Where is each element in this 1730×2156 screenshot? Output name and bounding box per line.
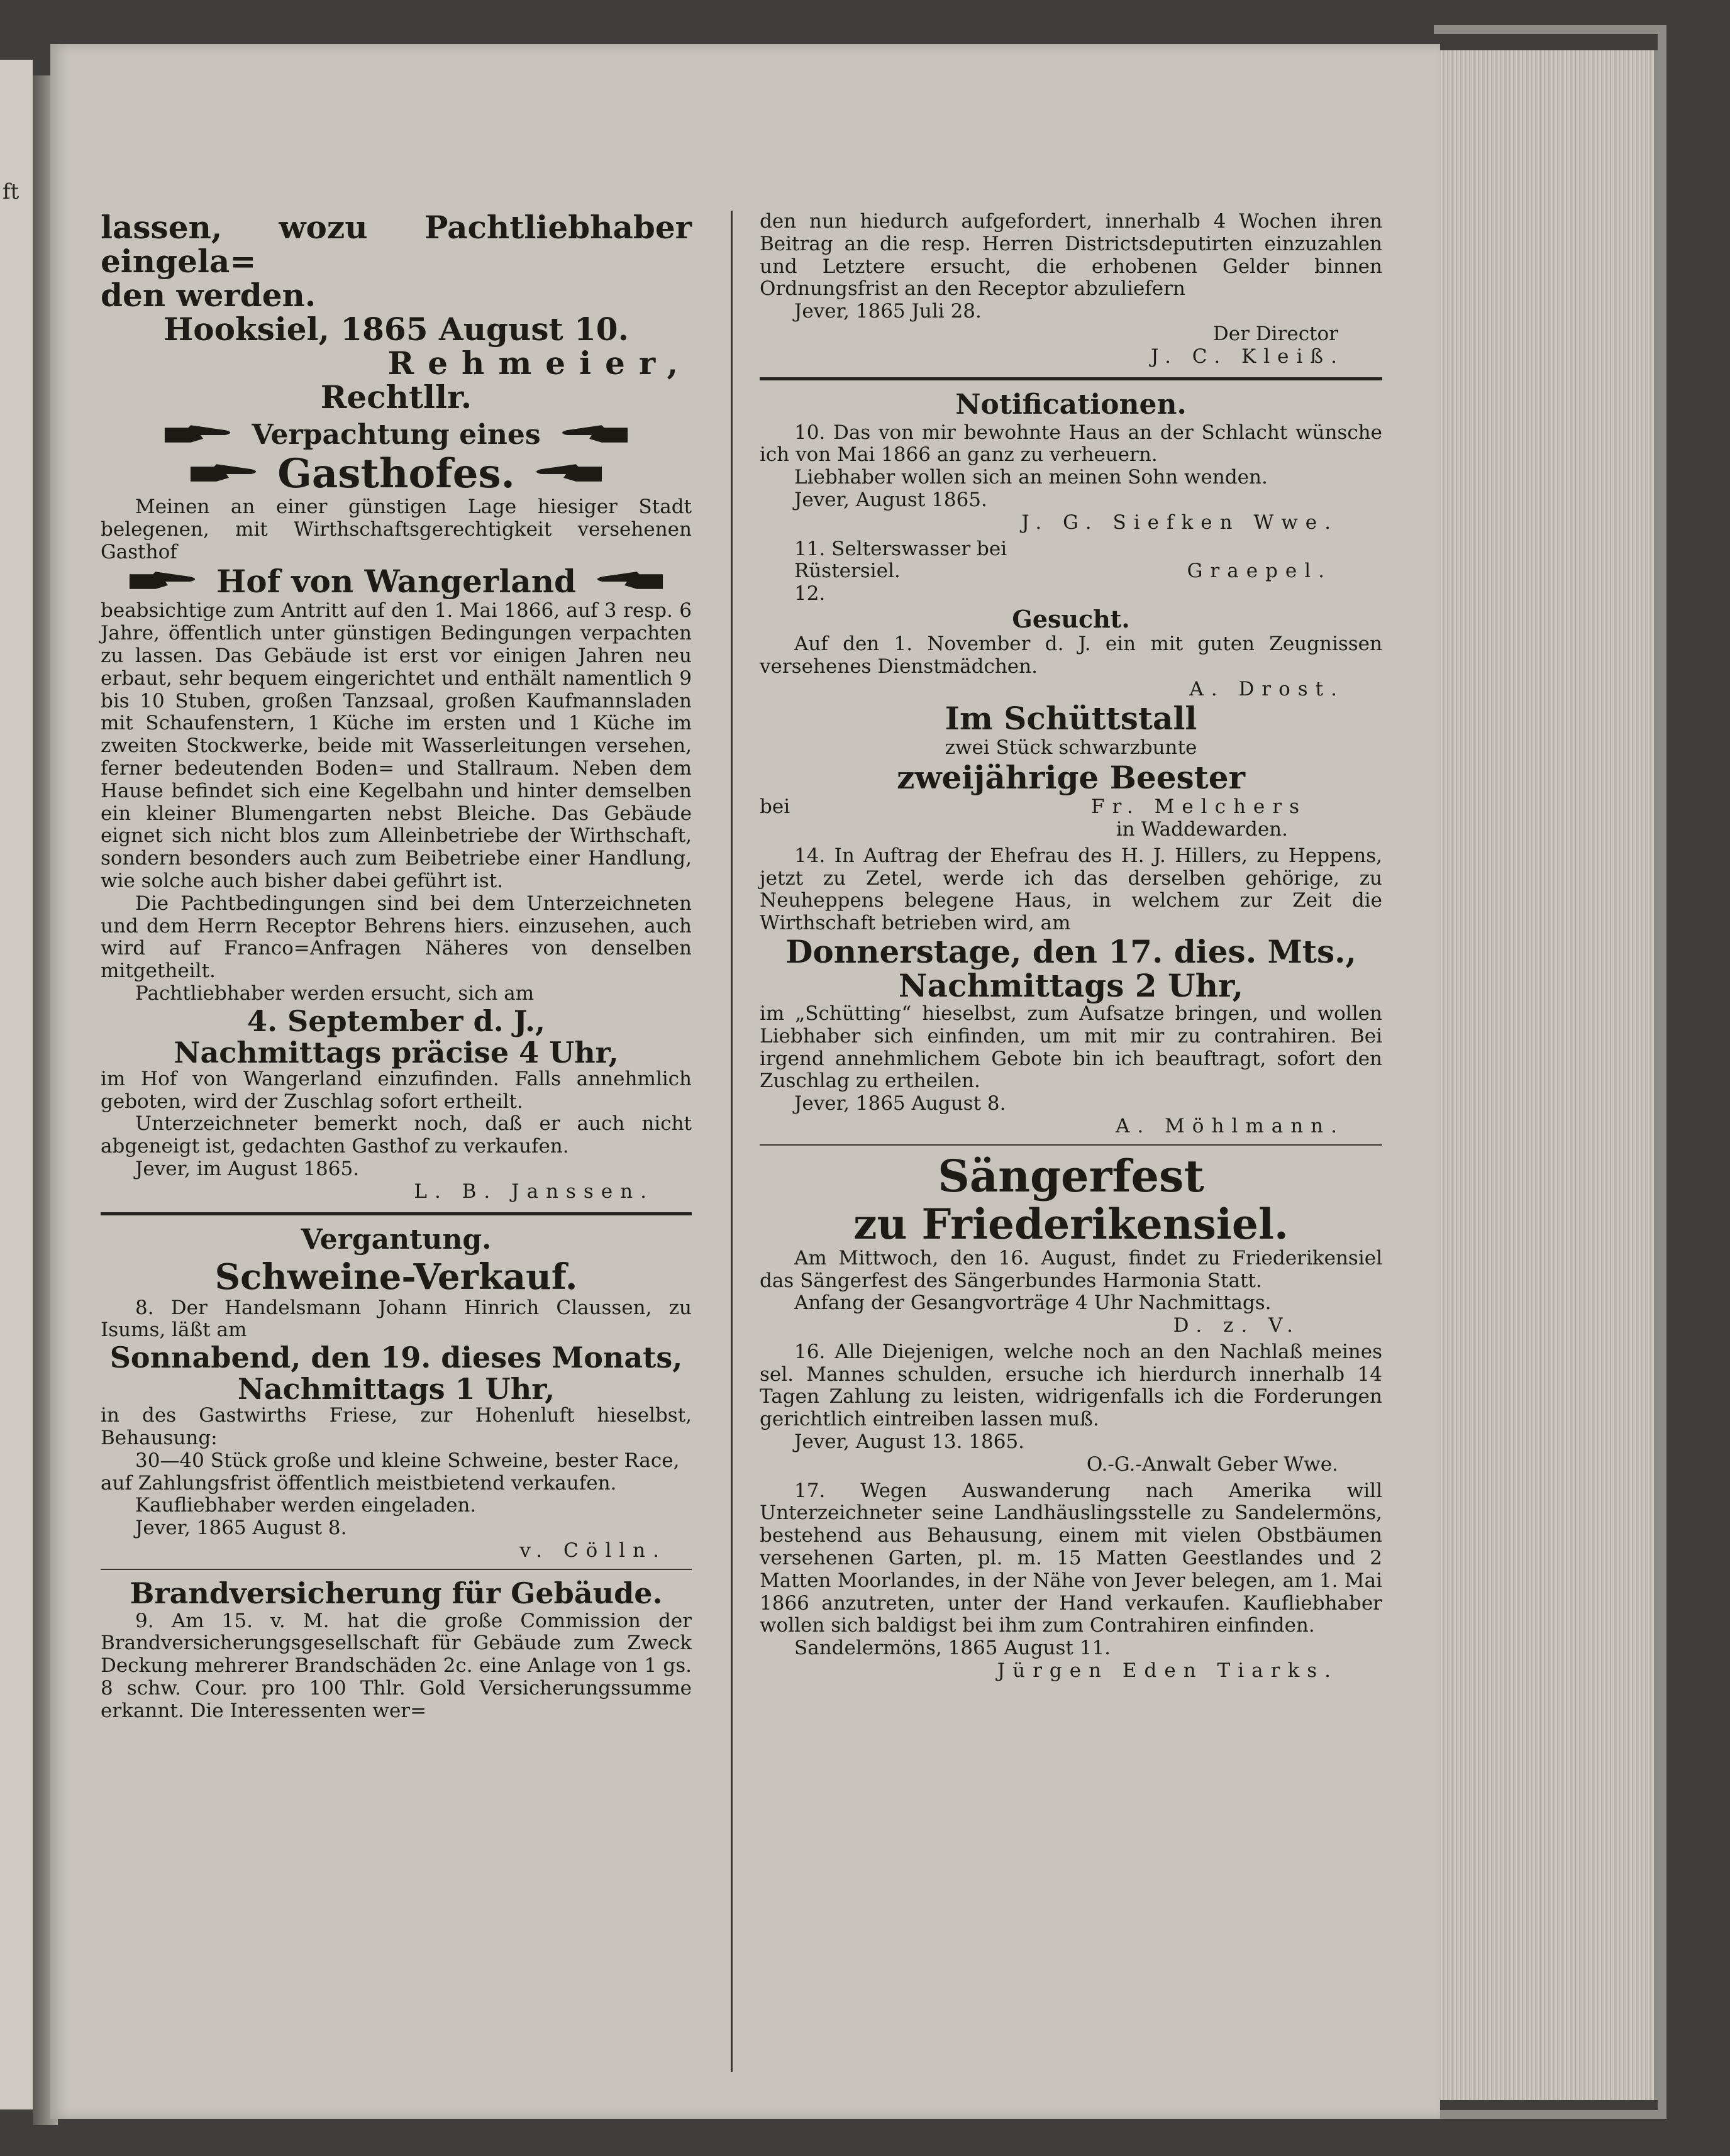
signature: A. Drost. [1189,677,1345,700]
paragraph: 10. Das von mir bewohnte Haus an der Schlacht wünsche ich von Mai 1866 an ganz zu verheuern. [760,421,1382,467]
section-heading: Vergantung. [301,1223,492,1256]
section-rule [760,377,1382,380]
paragraph: 14. In Auftrag der Ehefrau des H. J. Hillers, zu Heppens, jetzt zu Zetel, werde ich das derselben gehörige, zu Neuheppens belegene Haus, in welchem zur Zeit die Wirthschaft betrieben wird, am [760,844,1382,935]
dateline: Sandelermöns, 1865 August 11. [794,1637,1111,1660]
signature: O.-G.-Anwalt Geber Wwe. [1086,1452,1338,1476]
paragraph: 11. Selterswasser bei [794,537,1007,560]
adjacent-page-fragment: ft [3,179,19,204]
signature: Graepel. [1187,560,1332,583]
signature: J. C. Kleiß. [1151,345,1345,368]
pointing-hand-right-icon [128,569,202,594]
paragraph: Liebhaber wollen sich an meinen Sohn wenden. [794,466,1268,489]
section-rule [760,1144,1382,1146]
dateline: Jever, August 1865. [794,488,987,511]
signature: J. G. Siefken Wwe. [1021,511,1338,534]
ad-heading: zu Friederikensiel. [853,1199,1289,1249]
pointing-hand-left-icon [590,569,664,594]
section-rule [101,1569,692,1570]
paragraph: auf Zahlungsfrist öffentlich meistbietend verkaufen. [101,1471,617,1495]
signature: Rehmeier, [387,345,692,382]
place-line [760,796,1382,819]
paragraph: 16. Alle Diejenigen, welche noch an den Nachlaß meines sel. Mannes schulden, ersuche ich hierdurch innerhalb 14 Tagen Zahlung zu leisten, widrigenfalls ich die Forderungen gerichtlich eintreiben lassen muß. [760,1340,1382,1431]
ad-heading: Brandversicherung für Gebäude. [130,1576,663,1610]
paragraph: in des Gastwirths Friese, zur Hohenluft hieselbst, Behausung: [101,1404,692,1449]
date-emphasis: Donnerstage, den 17. dies. Mts., [785,932,1356,970]
paragraph: im Hof von Wangerland einzufinden. Falls annehmlich geboten, wird der Zuschlag sofort ertheilt. [101,1067,692,1113]
paragraph: 9. Am 15. v. M. hat die große Commission der Brandversicherungsgesellschaft für Gebäude zum Zweck Deckung mehrerer Brandschäden 2c. eine Anlage von 1 gs. 8 schw. Cour. pro 100 Thlr. Gold Versicherungssumme erkannt. Die Interessenten wer= [101,1609,692,1722]
pointing-hand-left-icon [555,423,629,448]
ad-heading: Sängerfest [938,1149,1204,1202]
dateline: Jever, im August 1865. [135,1157,360,1180]
paragraph: Pachtliebhaber werden ersucht, sich am [135,981,535,1005]
dateline: Hooksiel, 1865 August 10. [163,311,629,348]
paragraph: 30—40 Stück große und kleine Schweine, bester Race, [135,1449,680,1472]
paragraph: Anfang der Gesangvorträge 4 Uhr Nachmittags. [794,1291,1272,1315]
ad-heading: Im Schüttstall [945,700,1197,738]
date-emphasis: Nachmittags 2 Uhr, [898,966,1244,1004]
newspaper-page [50,44,1440,2119]
heading-with-hands [101,563,692,600]
text-word: bei [760,795,790,819]
paragraph: Unterzeichneter bemerkt noch, daß er auch nicht abgeneigt ist, gedachten Gasthof zu verkaufen. [101,1112,692,1158]
paragraph: 17. Wegen Auswanderung nach Amerika will Unterzeichneter seine Landhäuslingsstelle zu Sandelermöns, bestehend aus Behausung, einem mit vielen Obstbäumen versehenen Garten, pl. m. 15 Matten Geestlandes und 2 Matten Moorlandes, in der Nähe von Jever belegen, am 1. Mai 1866 anzutreten, unter der Hand verkaufen. Kaufliebhaber wollen sich baldigst bei ihm zum Contrahiren einfinden. [760,1479,1382,1637]
date-emphasis: Nachmittags präcise 4 Uhr, [174,1035,619,1070]
paragraph: Die Pachtbedingungen sind bei dem Unterzeichneten und dem Herrn Receptor Behrens hiers. einzusehen, auch wird auf Franco=Anfragen Näheres von denselben mitgetheilt. [101,892,692,983]
signature: Jürgen Eden Tiarks. [997,1659,1338,1683]
signature: v. Cölln. [519,1539,667,1562]
paragraph: Am Mittwoch, den 16. August, findet zu Friederikensiel das Sängerfest des Sängerbundes Harmonia Statt. [760,1246,1382,1292]
paragraph: den nun hiedurch aufgefordert, innerhalb 4 Wochen ihren Beitrag an die resp. Herren Districtsdeputirten einzuzahlen und Letztere ersucht, die erhobenen Gelder binnen Ordnungsfrist an den Receptor abzuliefern [760,210,1382,301]
pointing-hand-right-icon [189,462,263,487]
signature: L. B. Janssen. [414,1180,654,1203]
signature: Fr. Melchers [1090,795,1307,819]
signature: D. z. V. [1173,1314,1300,1337]
dateline: Jever, 1865 August 8. [794,1092,1006,1115]
adjacent-page-edge [0,60,33,2109]
signature: A. Möhlmann. [1115,1114,1345,1137]
left-column [101,211,692,1723]
paragraph: im „Schütting“ hieselbst, zum Aufsatze bringen, und wollen Liebhaber sich einfinden, um mit mir zu contrahiren. Bei irgend annehmlichem Gebote bin ich beauftragt, sofort den Zuschlag zu ertheilen. [760,1002,1382,1093]
section-heading: Notificationen. [955,388,1187,421]
notice-number: 12. [794,582,826,605]
signature-title: Der Director [1212,322,1338,345]
right-column [760,211,1382,1683]
column-divider [731,211,733,2072]
place: in Waddewarden. [1116,817,1288,841]
heading-with-hands [101,418,692,452]
ad-heading: Schweine-Verkauf. [214,1256,578,1298]
signature-title: Rechtllr. [320,379,472,416]
paragraph: Auf den 1. November d. J. ein mit guten Zeugnissen versehenes Dienstmädchen. [760,632,1382,678]
ad-heading: Verpachtung eines [252,419,541,451]
heading-with-hands [101,452,692,496]
paragraph: zwei Stück schwarzbunte [945,736,1197,760]
date-emphasis: Sonnabend, den 19. dieses Monats, [109,1341,683,1375]
paragraph: Meinen an einer günstigen Lage hiesiger Stadt belegenen, mit Wirthschaftsgerechtigkeit versehenen Gasthof [101,495,692,563]
dateline: Jever, 1865 August 8. [135,1517,347,1540]
ad-heading: zweijährige Beester [897,759,1245,797]
paragraph: Kaufliebhaber werden eingeladen. [135,1494,477,1517]
dateline: Jever, 1865 Juli 28. [794,300,982,323]
paragraph: beabsichtige zum Antritt auf den 1. Mai 1866, auf 3 resp. 6 Jahre, öffentlich unter günstigen Bedingungen verpachten zu lassen. Das Gebäude ist erst vor einigen Jahren neu erbaut, sehr bequem eingerichtet und enthält namentlich 9 bis 10 Stuben, großen Tanzsaal, großen Kaufmannsladen mit Schaufenstern, 1 Küche im ersten und 1 Küche im zweiten Stockwerke, beide mit Wasserleitungen versehen, ferner bedeutenden Boden= und Stallraum. Neben dem Hause befindet sich eine Kegelbahn und hinter demselben ein kleiner Blumengarten nebst Bleiche. Das Gebäude eignet sich nicht blos zum Alleinbetriebe der Wirthschaft, sondern besonders auch zum Beibetriebe einer Handlung, wie solche auch bisher dabei geführt ist. [101,599,692,892]
date-emphasis: 4. September d. J., [247,1003,545,1038]
pointing-hand-right-icon [164,423,238,448]
place: Rüstersiel. [794,560,901,583]
date-emphasis: Nachmittags 1 Uhr, [237,1372,555,1407]
section-rule [101,1212,692,1215]
place-line [760,560,1382,583]
ad-heading: Gasthofes. [277,450,515,497]
text-line: lassen, wozu Pachtliebhaber eingela= [101,209,692,280]
text-line: den werden. [101,277,316,314]
pointing-hand-left-icon [529,462,603,487]
dateline: Jever, August 13. 1865. [794,1430,1025,1454]
paragraph: 8. Der Handelsmann Johann Hinrich Claussen, zu Isums, läßt am [101,1296,692,1342]
inn-name: Hof von Wangerland [216,563,577,600]
page-stack-edges [1440,50,1658,2100]
section-heading: Gesucht. [1012,604,1130,633]
